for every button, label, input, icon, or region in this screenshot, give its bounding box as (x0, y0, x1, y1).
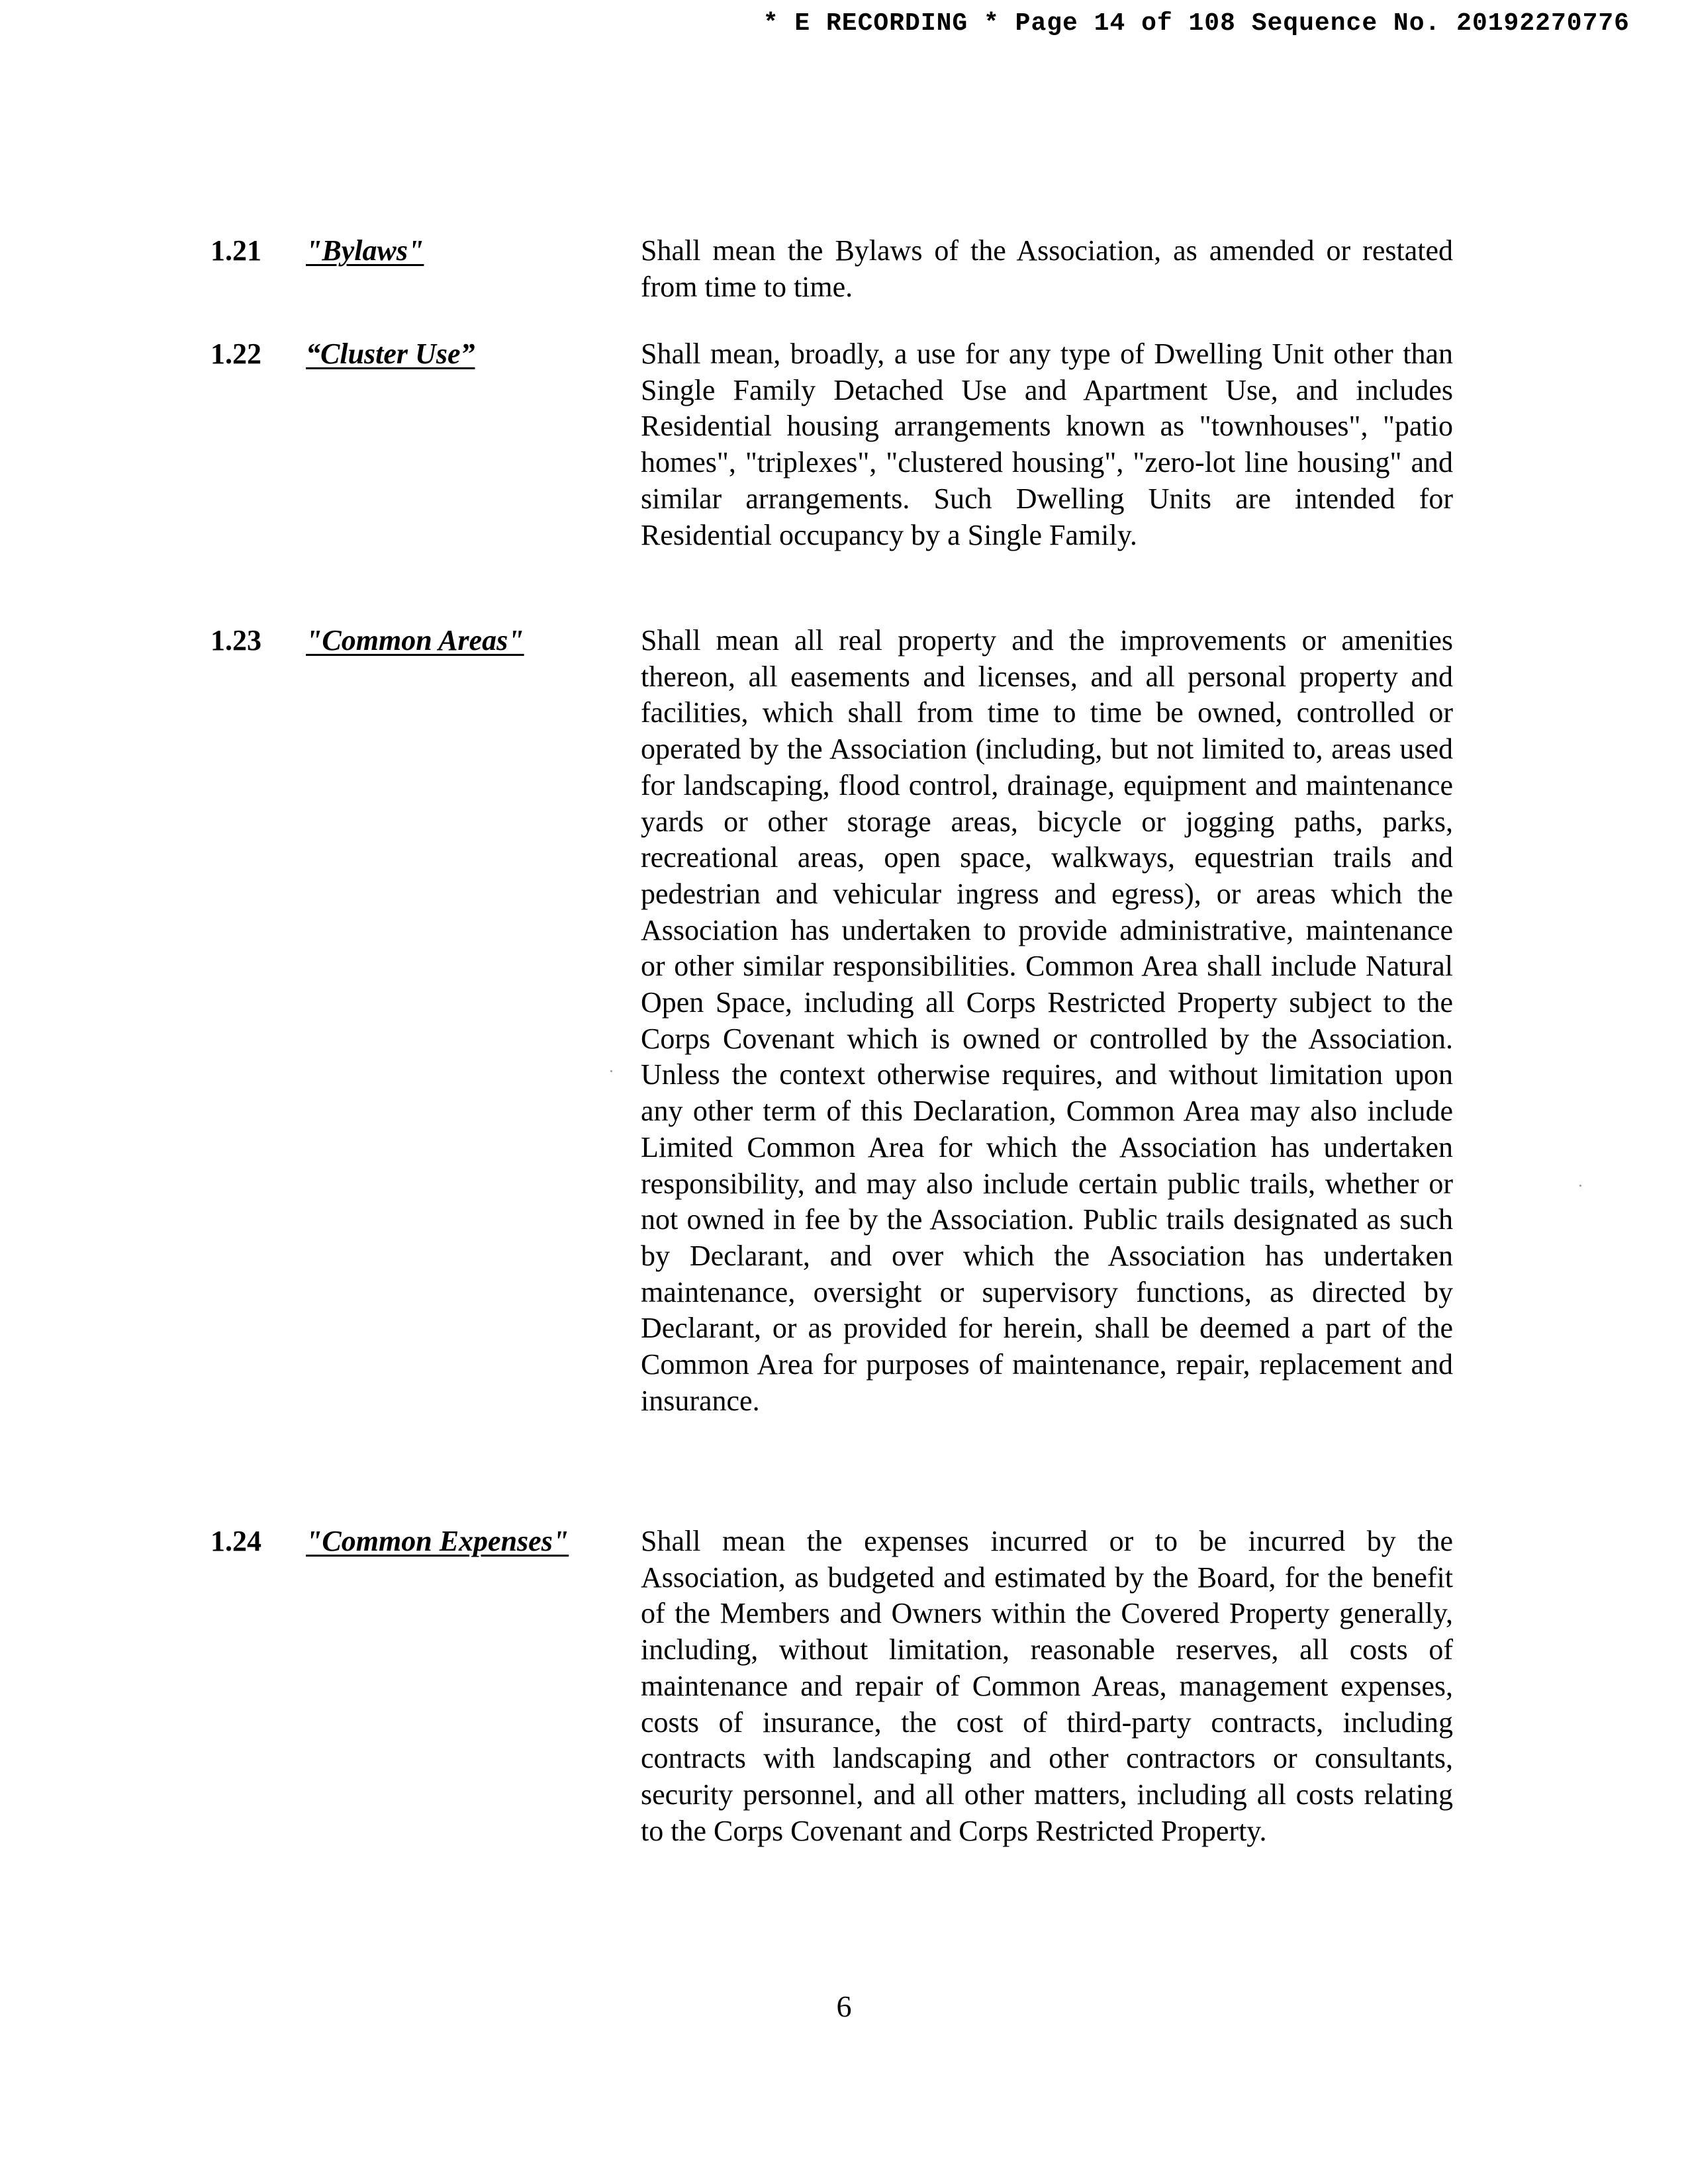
definition-text: Shall mean all real property and the improvements or amenities thereon, all easements and licenses, and all personal property and facilities, which shall from time to time be owned, controlled or operated by the Association (including, but not limited to, areas used for landscaping, flood control, drainage, equipment and maintenance yards or other storage areas, bicycle or jogging paths, parks, recreational areas, open space, walkways, equestrian trails and pedestrian and vehicular ingress and egress), or areas which the Association has undertaken to provide administrative, maintenance or other similar responsibilities. Common Area shall include Natural Open Space, including all Corps Restricted Property subject to the Corps Covenant which is owned or controlled by the Association. Unless the context otherwise requires, and without limitation upon any other term of this Declaration, Common Area may also include Limited Common Area for which the Association has undertaken responsibility, and may also include certain public trails, whether or not owned in fee by the Association. Public trails designated as such by Declarant, and over which the Association has undertaken maintenance, oversight or supervisory functions, as directed by Declarant, or as provided for herein, shall be deemed a part of the Common Area for purposes of maintenance, repair, replacement and insurance. (641, 624, 1453, 1417)
definition-text: Shall mean, broadly, a use for any type of Dwelling Unit other than Single Family Detached Use and Apartment Use, and includes Residential housing arrangements known as "townhouses", "patio homes", "triplexes", "clustered housing", "zero-lot line housing" and similar arrangements. Such Dwelling Units are intended for Residential occupancy by a Single Family. (641, 338, 1453, 551)
definition-term: “Cluster Use” (306, 338, 475, 370)
recording-header: * E RECORDING * Page 14 of 108 Sequence No. 20192270776 (763, 9, 1630, 38)
definition-term: "Bylaws" (306, 234, 424, 267)
page-number: 6 (836, 1989, 852, 2023)
definition-number: 1.24 (211, 1525, 261, 1557)
definition-term: "Common Expenses" (306, 1525, 569, 1557)
definition-text: Shall mean the expenses incurred or to be incurred by the Association, as budgeted and estimated by the Board, for the benefit of the Members and Owners within the Covered Property generally, including, without limitation, reasonable reserves, all costs of maintenance and repair of Common Areas, management expenses, costs of insurance, the cost of third-party contracts, including contracts with landscaping and other contractors or consultants, security personnel, and all other matters, including all costs relating to the Corps Covenant and Corps Restricted Property. (641, 1525, 1453, 1847)
definition-text: Shall mean the Bylaws of the Association, as amended or restated from time to time. (641, 234, 1453, 303)
definition-number: 1.23 (211, 624, 261, 657)
definition-term: "Common Areas" (306, 624, 524, 657)
definition-number: 1.21 (211, 234, 261, 267)
scan-speck (610, 1070, 612, 1072)
definition-number: 1.22 (211, 338, 261, 370)
scan-speck (1579, 1185, 1581, 1187)
